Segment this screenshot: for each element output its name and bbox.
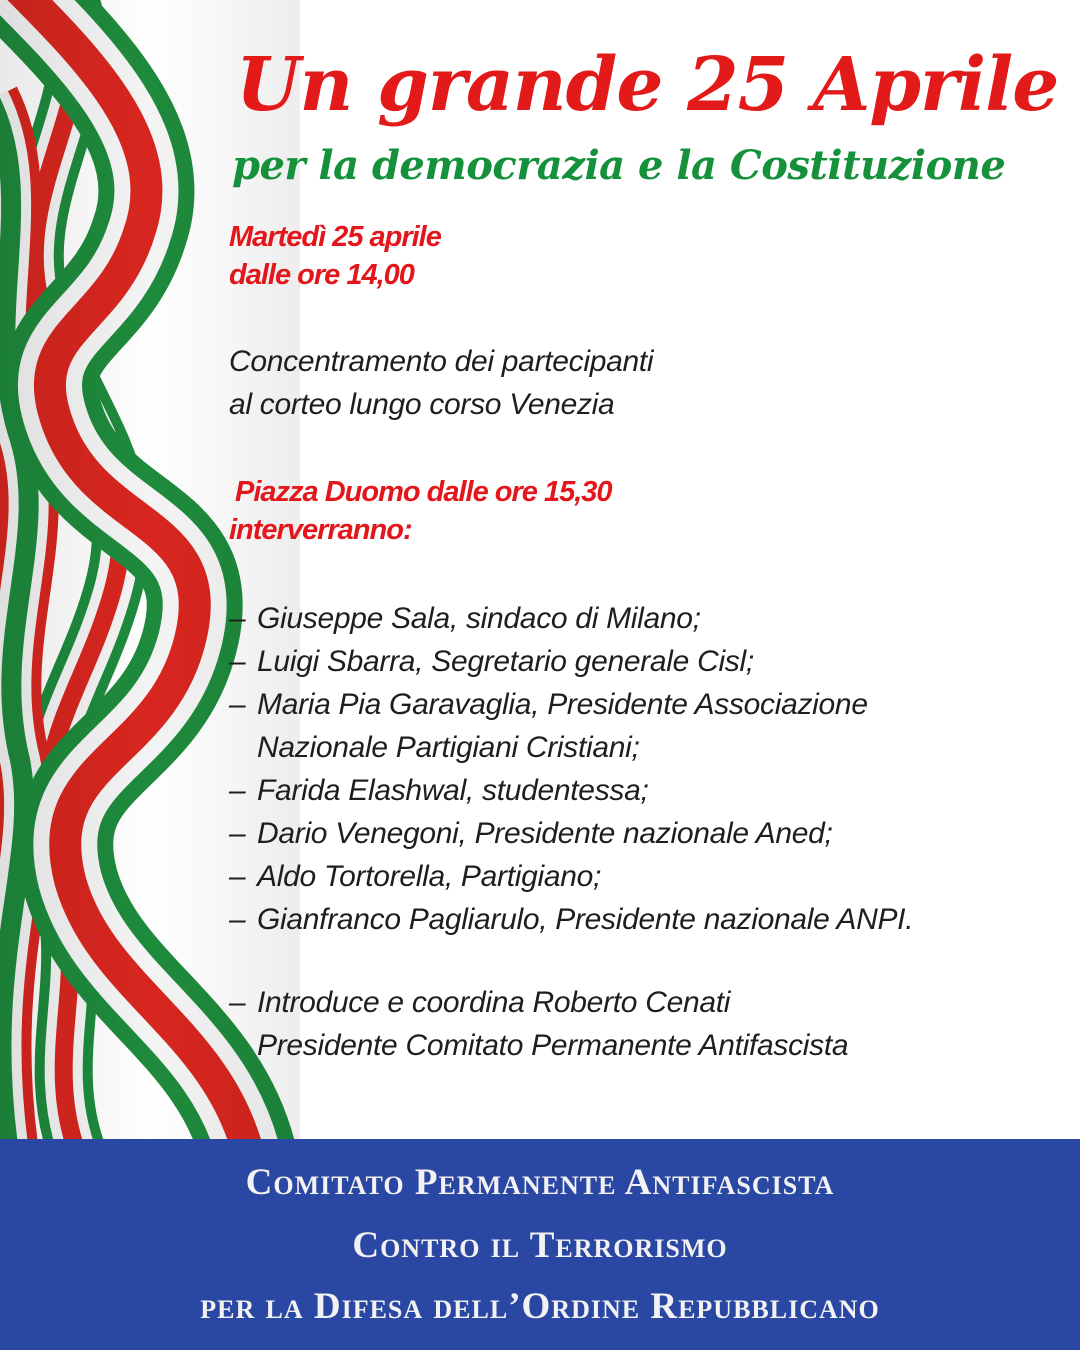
gathering-info bbox=[229, 340, 653, 426]
dash-bullet: – bbox=[229, 903, 246, 936]
event-date bbox=[229, 218, 441, 294]
dash-bullet: – bbox=[229, 774, 246, 807]
speaker-text: Giuseppe Sala, sindaco di Milano; bbox=[257, 602, 701, 635]
dash-bullet: – bbox=[229, 688, 246, 721]
speaker-text: Gianfranco Pagliarulo, Presidente nazionale ANPI. bbox=[257, 903, 914, 936]
footer-line-3: per la Difesa dell’Ordine Repubblicano bbox=[200, 1286, 880, 1327]
list-item bbox=[229, 898, 913, 941]
list-item bbox=[229, 683, 913, 769]
dash-bullet: – bbox=[229, 860, 246, 893]
moderator-info bbox=[229, 981, 848, 1067]
speaker-text: Farida Elashwal, studentessa; bbox=[257, 774, 649, 807]
gathering-line-1: Concentramento dei partecipanti bbox=[229, 345, 654, 378]
dash-bullet: – bbox=[229, 645, 246, 678]
list-item bbox=[229, 855, 913, 898]
footer-line-1: Comitato Permanente Antifascista bbox=[245, 1162, 835, 1203]
moderator-text: Introduce e coordina Roberto Cenati bbox=[257, 986, 731, 1019]
rally-line-2: interverranno: bbox=[229, 514, 412, 546]
footer-banner bbox=[0, 1139, 1080, 1350]
dash-bullet: – bbox=[229, 986, 246, 1019]
moderator-line-2: Presidente Comitato Permanente Antifascista bbox=[257, 1029, 849, 1062]
event-date-line: Martedì 25 aprile bbox=[229, 221, 441, 253]
list-item bbox=[229, 769, 913, 812]
speaker-text: Maria Pia Garavaglia, Presidente Associazione bbox=[257, 688, 868, 721]
dash-bullet: – bbox=[229, 602, 246, 635]
event-time-line: dalle ore 14,00 bbox=[229, 259, 414, 291]
moderator-line-1 bbox=[229, 981, 848, 1024]
list-item bbox=[229, 812, 913, 855]
list-item bbox=[229, 597, 913, 640]
speaker-text: Aldo Tortorella, Partigiano; bbox=[257, 860, 602, 893]
footer-line-2: Contro il Terrorismo bbox=[352, 1225, 728, 1266]
rally-line-1: Piazza Duomo dalle ore 15,30 bbox=[235, 476, 612, 508]
headline: Un grande 25 Aprile bbox=[236, 42, 1059, 128]
subtitle: per la democrazia e la Costituzione bbox=[232, 142, 1006, 189]
list-item bbox=[229, 640, 913, 683]
speaker-list bbox=[229, 597, 913, 941]
speaker-text-continued: Nazionale Partigiani Cristiani; bbox=[257, 731, 640, 764]
speaker-text: Luigi Sbarra, Segretario generale Cisl; bbox=[257, 645, 754, 678]
dash-bullet: – bbox=[229, 817, 246, 850]
gathering-line-2: al corteo lungo corso Venezia bbox=[229, 388, 615, 421]
speaker-text: Dario Venegoni, Presidente nazionale Aned; bbox=[257, 817, 833, 850]
rally-info bbox=[229, 473, 612, 549]
